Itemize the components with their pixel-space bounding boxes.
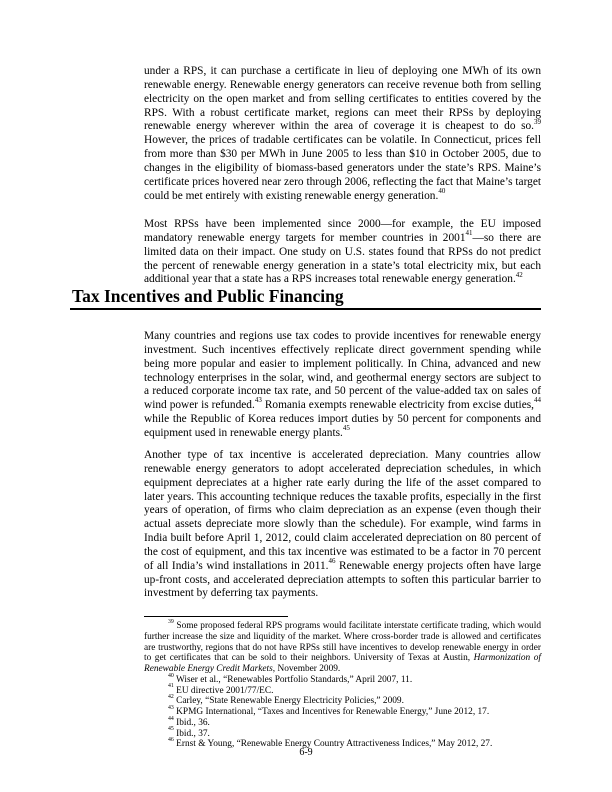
footnote-41 <box>144 683 541 697</box>
footnote-number: 44 <box>168 715 174 722</box>
paragraph-text: while the Republic of Korea reduces import duties by 50 percent for components and equipment used in renewable energy plants. <box>144 413 541 439</box>
footnote-ref[interactable]: 41 <box>465 229 473 238</box>
paragraph-text: However, the prices of tradable certificates can be volatile. In Connecticut, prices fell from more than $30 per MWh in June 2005 to less than $10 in October 2005, due to changes in the eligibility of biomass-based generators under the state’s RPS. Maine’s certificate prices hovered near zero through 2006, reflecting the fact that Maine’s target could be met entirely with existing renewable energy generation. <box>144 134 541 202</box>
footnote-number: 43 <box>168 704 174 711</box>
footnote-text: EU directive 2001/77/EC. <box>173 685 274 696</box>
paragraph-text: Most RPSs have been implemented since 2000—for example, the EU imposed mandatory renewable energy targets for member countries in 2001 <box>144 218 541 244</box>
footnote-ref[interactable]: 45 <box>342 424 350 433</box>
heading-underline <box>70 308 541 310</box>
footnote-number: 41 <box>168 683 174 690</box>
footnote-number: 45 <box>168 726 174 733</box>
paragraph-tax-codes <box>144 330 541 441</box>
page-number: 6-9 <box>299 747 313 758</box>
footnote-ref[interactable]: 46 <box>328 556 336 565</box>
paragraph-text: Romania exempts renewable electricity from excise duties, <box>261 399 534 412</box>
footnote-text: Wiser et al., “Renewables Portfolio Standards,” April 2007, 11. <box>173 674 413 685</box>
footnote-text: , November 2009. <box>272 664 341 674</box>
footnote-text: Some proposed federal RPS programs would facilitate interstate certificate trading, which would further increase the size and liquidity of the market. Where cross-border trade is allowed and certificates are trustworthy, regions that do not have RPSs still have incentives to develop renewable energy in order to get certificates that can be sold to their neighbors. University of Texas at Austin, <box>144 621 541 664</box>
footnote-ref[interactable]: 44 <box>534 396 541 405</box>
paragraph-accelerated-depreciation <box>144 449 541 601</box>
footnote-number: 39 <box>168 618 174 625</box>
section-heading: Tax Incentives and Public Financing <box>72 286 344 306</box>
footnote-40 <box>144 672 541 686</box>
footnote-text: KPMG International, “Taxes and Incentives for Renewable Energy,” June 2012, 17. <box>173 707 490 717</box>
footnote-42 <box>144 696 541 707</box>
footnote-ref[interactable]: 40 <box>438 186 446 195</box>
footnote-ref[interactable]: 43 <box>254 396 262 405</box>
paragraph-text: Renewable energy projects often have large up-front costs, and accelerated depreciation attempts to soften this particular barrier to investment by deferring tax payments. <box>144 559 541 600</box>
footnote-ref[interactable]: 39 <box>534 117 541 126</box>
footnote-44 <box>144 715 541 729</box>
footnote-separator <box>144 616 288 617</box>
paragraph-text: under a RPS, it can purchase a certificate in lieu of deploying one MWh of its own renewable energy. Renewable energy generators can receive revenue both from selling electricity on the open market and from selling certificates to entities covered by the RPS. With a robust certificate market, regions can meet their RPSs by deploying renewable energy wherever within the area of coverage it is cheapest to do so. <box>144 65 541 133</box>
paragraph-text: Another type of tax incentive is accelerated depreciation. Many countries allow renewable energy generators to adopt accelerated depreciation schedules, in which equipment depreciates at a higher rate early during the life of the asset compared to later years. This accounting technique reduces the taxable profits, especially in the first years of operation, of firms who claim depreciation as an expense (even though their actual assets depreciate more slowly than the schedule). For example, wind farms in India built before April 1, 2012, could claim accelerated depreciation on 80 percent of the cost of equipment, and this tax incentive was estimated to be a factor in 70 percent of all India’s wind installations in 2011. <box>144 449 541 572</box>
footnote-43 <box>144 704 541 718</box>
footnote-39 <box>144 618 541 675</box>
paragraph-text: —so there are limited data on their impact. One study on U.S. states found that RPSs do not predict the percent of renewable energy generation in a state’s total electricity mix, but each additional year that a state has a RPS increases total renewable energy generation. <box>144 231 541 286</box>
footnote-text: Ibid., 36. <box>173 717 210 728</box>
footnote-text: Carley, “State Renewable Energy Electricity Policies,” 2009. <box>173 696 404 707</box>
paragraph-rps-impact <box>144 218 541 287</box>
footnote-number: 46 <box>168 737 174 744</box>
paragraph-rps-certificates <box>144 65 541 203</box>
footnote-ref[interactable]: 42 <box>515 270 523 279</box>
footnote-text: Ibid., 37. <box>173 728 210 739</box>
paragraph-text: Many countries and regions use tax codes to provide incentives for renewable energy investment. Such incentives effectively replicate direct government spending while being more popular and easier to implement politically. In China, advanced and new technology enterprises in the solar, wind, and geothermal energy sectors are subject to a reduced corporate income tax rate, and 50 percent of the value-added tax on sales of wind power is refunded. <box>144 330 541 412</box>
footnote-title: Harmonization of Renewable Energy Credit Markets <box>144 653 541 674</box>
footnote-number: 40 <box>168 672 174 679</box>
footnote-text: Ernst & Young, “Renewable Energy Country Attractiveness Indices,” May 2012, 27. <box>173 739 493 750</box>
footnote-number: 42 <box>168 694 174 701</box>
footnotes <box>144 618 541 750</box>
footnote-45 <box>144 726 541 740</box>
